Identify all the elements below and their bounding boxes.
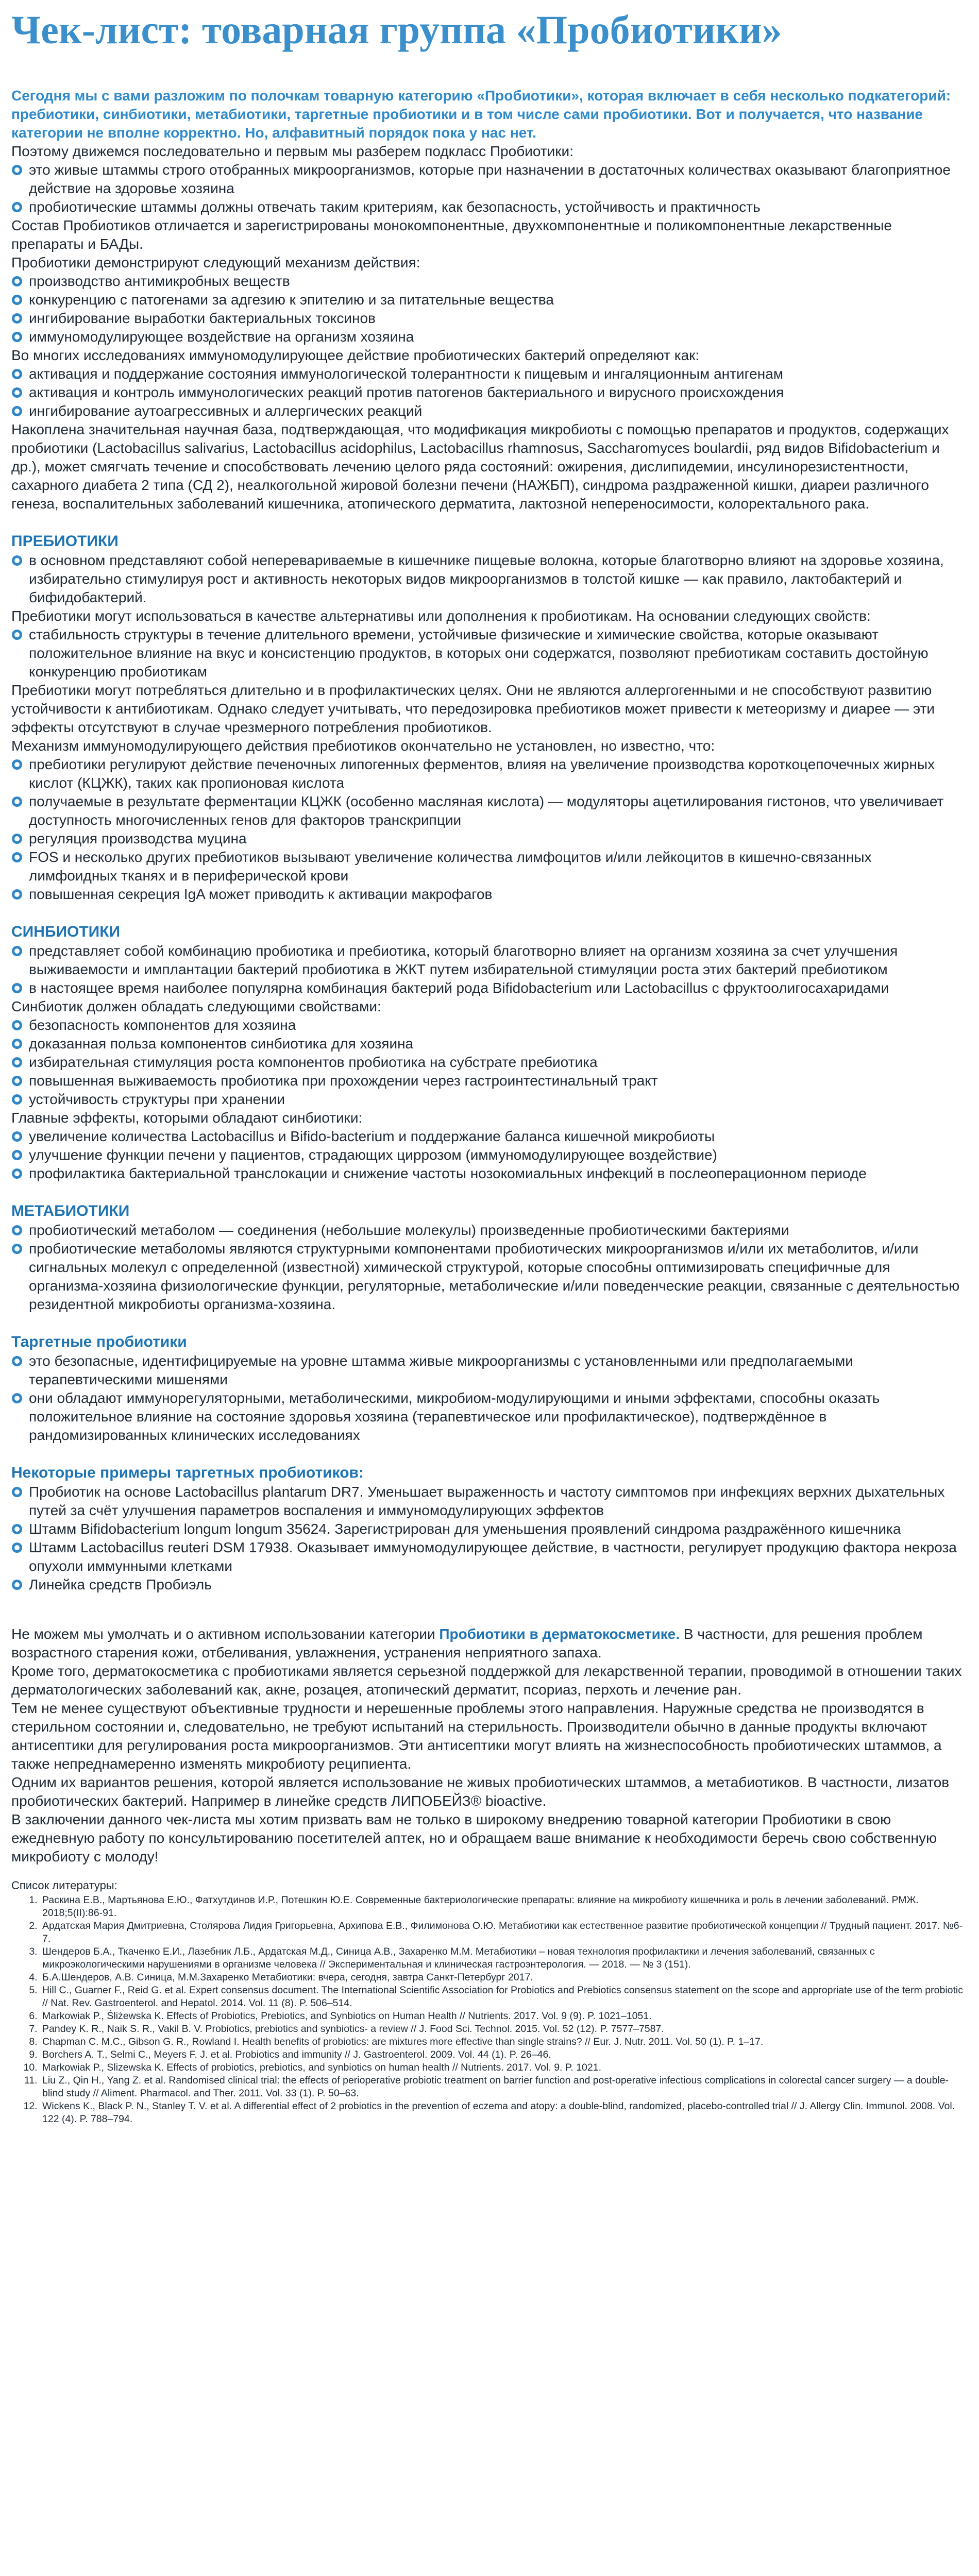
list-item [11, 1164, 964, 1183]
list-item-text: безопасность компонентов для хозяина [29, 1017, 296, 1033]
reference-item: 12. Wickens K., Black P. N., Stanley T. V. et al. A differential effect of 2 probiotics in the prevention of eczema and atopy: a double-blind, randomized, placebo-controlled trial // J. Allergy Clin. Immunol. 2008. Vol. 122 (4). P. 788–794. [40, 2100, 964, 2126]
list-item [11, 383, 964, 402]
bullet-icon [12, 796, 22, 807]
references-list [11, 1894, 964, 2126]
prebiotics-mechanism-list [11, 755, 964, 904]
list-item [11, 979, 964, 997]
bullet-icon [12, 889, 22, 900]
bullet-icon [12, 1244, 22, 1254]
targeted-heading: Таргетные пробиотики [11, 1333, 187, 1350]
synbiotics-properties-intro: Синбиотик должен обладать следующими свойствами: [11, 998, 381, 1014]
derm-problems: Тем не менее существуют объективные трудности и нерешенные проблемы этого направления. Наружные средства не производятся в стерильном состоянии и, следовательно, не требуют испытаний на стерильность. Производители обычно в данные продукты включают антисептики для регулирования роста микроорганизмов. Эти антисептики могут влиять на жизнеспособность пробиотических штаммов, а также непреднамеренно изменять микробиоту реципиента. [11, 1700, 942, 1772]
reference-item: 10. Markowiak P., Slizewska K. Effects of probiotics, prebiotics, and synbiotics on human health // Nutrients. 2017. Vol. 9. P. 1021. [40, 2061, 964, 2074]
list-item-text: ингибирование выработки бактериальных токсинов [29, 310, 376, 326]
list-item-text: Штамм Lactobacillus reuteri DSM 17938. Оказывает иммуномодулирующее действие, в частности, регулирует продукцию фактора некроза опухоли иммунными клетками [29, 1539, 957, 1574]
list-item-text: Штамм Bifidobacterium longum longum 35624. Зарегистрирован для уменьшения проявлений синдрома раздражённого кишечника [29, 1521, 901, 1537]
list-item [11, 1389, 964, 1445]
reference-item: 5. Hill C., Guarner F., Reid G. et al. Expert consensus document. The International Scientific Association for Probiotics and Prebiotics consensus statement on the scope and appropriate use of the term probiotic // Nat. Rev. Gastroenterol. and Hepatol. 2014. Vol. 11 (8). P. 506–514. [40, 1984, 964, 2010]
list-item-text: представляет собой комбинацию пробиотика и пребиотика, который благотворно влияет на организм хозяина за счет улучшения выживаемости и имплантации бактерий пробиотика в ЖКТ путем избирательной стимуляции роста этих бактерий пребиотиком [29, 943, 898, 977]
synbiotics-properties-list [11, 1016, 964, 1109]
bullet-icon [12, 1150, 22, 1160]
list-item [11, 272, 964, 291]
list-item-text: получаемые в результате ферментации КЦЖК (особенно масляная кислота) — модуляторы ацетилирования гистонов, что увеличивает доступность многочисленных генов для факторов транскрипции [29, 793, 944, 828]
targeted-list [11, 1352, 964, 1445]
derm-conclusion: В заключении данного чек-листа мы хотим призвать вам не только в широкому внедрению товарной категории Пробиотики в свою ежедневную работу по консультированию посетителей аптек, но и обращаем ваше внимание к необходимости беречь свою собственную микробиоту с молоду! [11, 1811, 937, 1865]
list-item-text: пребиотики регулируют действие печеночных липогенных ферментов, влияя на увеличение производства короткоцепочечных жирных кислот (КЦЖК), таких как пропионовая кислота [29, 756, 935, 791]
references-heading: Список литературы: [11, 1879, 117, 1892]
list-item-text: устойчивость структуры при хранении [29, 1091, 285, 1107]
probiotics-immuno-list [11, 365, 964, 420]
bullet-icon [12, 1039, 22, 1049]
bullet-icon [12, 1393, 22, 1403]
probiotics-evidence: Накоплена значительная научная база, подтверждающая, что модификация микробиоты с помощью препаратов и продуктов, содержащих пробиотики (Lactobacillus salivarius, Lactobacillus acidophilus, Lactobacillus rhamnosus, Saccharomyces boulardii, ряд видов Bifidobacterium и др.), может смягчать течение и способствовать лечению целого ряда состояний: ожирения, дислипидемии, инсулинорезистентности, сахарного диабета 2 типа (СД 2), неалкогольной жировой болезни печени (НАЖБП), синдрома раздраженной кишки, диареи различного генеза, воспалительных заболеваний кишечника, атопического дерматита, лактозной непереносимости, колоректального рака. [11, 421, 949, 512]
reference-item: 6. Markowiak P., Śliżewska K. Effects of Probiotics, Prebiotics, and Synbiotics on Human Health // Nutrients. 2017. Vol. 9 (9). P. 1021–1051. [40, 2010, 964, 2023]
list-item-text: активация и поддержание состояния иммунологической толерантности к пищевым и ингаляционным антигенам [29, 366, 784, 382]
bullet-icon [12, 1580, 22, 1590]
bullet-icon [12, 1076, 22, 1086]
derm-solution: Одним их вариантов решения, которой является использование не живых пробиотических штаммов, а метабиотиков. В частности, лизатов пробиотических бактерий. Например в линейке средств ЛИПОБЕЙЗ® bioactive. [11, 1774, 950, 1809]
prebiotics-safety: Пребиотики могут потребляться длительно и в профилактических целях. Они не являются аллергогенными и не способствуют развитию устойчивости к антибиотикам. Однако следует учитывать, что передозировка пребиотиков может привести к метеоризму и диарее — эти эффекты отсутствуют в случае чрезмерного потребления пробиотиков. [11, 682, 935, 735]
synbiotics-effects-intro: Главные эффекты, которыми обладают синбиотики: [11, 1110, 363, 1126]
synbiotics-heading: СИНБИОТИКИ [11, 923, 121, 940]
article-body [11, 87, 964, 2126]
list-item [11, 942, 964, 979]
prebiotics-usage: Пребиотики могут использоваться в качестве альтернативы или дополнения к пробиотикам. На основании следующих свойств: [11, 608, 871, 624]
bullet-icon [12, 1356, 22, 1366]
probiotics-mechanism-list [11, 272, 964, 346]
bullet-icon [12, 630, 22, 640]
prebiotics-properties-list [11, 625, 964, 681]
probiotics-definition-list [11, 161, 964, 216]
list-item [11, 1240, 964, 1314]
list-item [11, 1053, 964, 1072]
synbiotics-effects-list [11, 1127, 964, 1183]
prebiotics-definition-list [11, 551, 964, 607]
bullet-icon [12, 332, 22, 342]
bullet-icon [12, 276, 22, 286]
list-item [11, 1483, 964, 1520]
bullet-icon [12, 313, 22, 324]
bullet-icon [12, 295, 22, 305]
list-item-text: они обладают иммунорегуляторными, метаболическими, микробиом-модулирующими и иными эффектами, способны оказать положительное влияние на состояние здоровья хозяина (терапевтическое или профилактическое), подтверждённое в рандомизированных клинических исследованиях [29, 1390, 880, 1443]
list-item [11, 625, 964, 681]
examples-heading: Некоторые примеры таргетных пробиотиков: [11, 1464, 364, 1481]
bullet-icon [12, 852, 22, 862]
list-item [11, 792, 964, 829]
list-item-text: повышенная секреция IgA может приводить к активации макрофагов [29, 886, 493, 902]
bullet-icon [12, 387, 22, 398]
list-item [11, 402, 964, 420]
list-item-text: FOS и несколько других пребиотиков вызывают увеличение количества лимфоцитов и/или лейкоцитов в кишечно-связанных лимфоидных тканях и в периферической крови [29, 849, 872, 884]
list-item [11, 1090, 964, 1109]
list-item [11, 161, 964, 198]
metabiotics-list [11, 1221, 964, 1314]
bullet-icon [12, 1524, 22, 1534]
list-item [11, 1016, 964, 1035]
list-item-text: регуляция производства муцина [29, 831, 247, 846]
list-item-text: производство антимикробных веществ [29, 273, 290, 289]
probiotics-intro: Поэтому движемся последовательно и первым мы разберем подкласс Пробиотики: [11, 143, 573, 159]
bullet-icon [12, 1131, 22, 1142]
list-item-text: в настоящее время наиболее популярна комбинация бактерий рода Bifidobacterium или Lactobacillus с фруктоолигосахаридами [29, 980, 889, 996]
list-item [11, 291, 964, 309]
bullet-icon [12, 946, 22, 956]
list-item-text: Линейка средств Пробиэль [29, 1577, 212, 1592]
list-item [11, 309, 964, 328]
list-item-text: активация и контроль иммунологических реакций против патогенов бактериального и вирусного происхождения [29, 384, 784, 400]
bullet-icon [12, 1225, 22, 1235]
bullet-icon [12, 369, 22, 379]
list-item [11, 1127, 964, 1146]
list-item-text: избирательная стимуляция роста компонентов пробиотика на субстрате пребиотика [29, 1054, 598, 1070]
list-item [11, 1520, 964, 1538]
bullet-icon [12, 759, 22, 770]
list-item-text: доказанная польза компонентов синбиотика для хозяина [29, 1036, 414, 1052]
intro-paragraph: Сегодня мы с вами разложим по полочкам товарную категорию «Пробиотики», которая включает в себя несколько подкатегорий: пребиотики, синбиотики, метабиотики, таргетные пробиотики и в том числе сами пробиотики. Вот и получается, что название категории не вполне корректно. Но, алфавитный порядок пока у нас нет. [11, 88, 951, 141]
reference-item: 7. Pandey K. R., Naik S. R., Vakil B. V. Probiotics, prebiotics and synbiotics- a review // J. Food Sci. Technol. 2015. Vol. 52 (12). P. 7577–7587. [40, 2023, 964, 2036]
examples-list [11, 1483, 964, 1594]
list-item [11, 1035, 964, 1053]
bullet-icon [12, 1543, 22, 1553]
probiotics-composition: Состав Пробиотиков отличается и зарегистрированы монокомпонентные, двухкомпонентные и поликомпонентные лекарственные препараты и БАДы. [11, 217, 892, 252]
list-item-text: повышенная выживаемость пробиотика при прохождении через гастроинтестинальный тракт [29, 1073, 658, 1089]
bullet-icon [12, 555, 22, 566]
derm-support: Кроме того, дерматокосметика с пробиотиками является серьезной поддержкой для лекарственной терапии, проводимой в отношении таких дерматологических заболеваний как, акне, розацея, атопический дерматит, псориаз, перхоть и лечение ран. [11, 1663, 962, 1698]
list-item-text: профилактика бактериальной транслокации и снижение частоты нозокомиальных инфекций в послеоперационном периоде [29, 1165, 867, 1181]
list-item [11, 365, 964, 383]
list-item [11, 1146, 964, 1164]
metabiotics-heading: МЕТАБИОТИКИ [11, 1202, 130, 1219]
list-item [11, 551, 964, 607]
list-item [11, 829, 964, 848]
probiotics-immuno-intro: Во многих исследованиях иммуномодулирующее действие пробиотических бактерий определяют как: [11, 347, 700, 363]
list-item-text: увеличение количества Lactobacillus и Bifido-bacterium и поддержание баланса кишечной микробиоты [29, 1128, 715, 1144]
page-title: Чек-лист: товарная группа «Пробиотики» [11, 7, 782, 52]
bullet-icon [12, 165, 22, 175]
prebiotics-mechanism-intro: Механизм иммуномодулирующего действия пребиотиков окончательно не установлен, но известно, что: [11, 738, 715, 754]
reference-item: 8. Chapman C. M.C., Gibson G. R., Rowland I. Health benefits of probiotics: are mixtures more effective than single strains? // Eur. J. Nutr. 2011. Vol. 50 (1). P. 1–17. [40, 2036, 964, 2048]
bullet-icon [12, 202, 22, 212]
list-item-text: это безопасные, идентифицируемые на уровне штамма живые микроорганизмы с установленными или предполагаемыми терапевтическими мишенями [29, 1353, 853, 1387]
list-item [11, 1575, 964, 1594]
reference-item: 3. Шендеров Б.А., Ткаченко Е.И., Лазебник Л.Б., Ардатская М.Д., Синица А.В., Захаренко М.М. Метабиотики – новая технология профилактики и лечения заболеваний, связанных с микроэкологическими нарушениями в организме человека // Экспериментальная и клиническая гастроэнтерология. — 2018. — № 3 (151). [40, 1945, 964, 1971]
list-item [11, 848, 964, 885]
list-item-text: пробиотические штаммы должны отвечать таким критериям, как безопасность, устойчивость и практичность [29, 199, 761, 215]
list-item-text: это живые штаммы строго отобранных микроорганизмов, которые при назначении в достаточных количествах оказывают благоприятное действие на здоровье хозяина [29, 162, 951, 196]
derm-intro [11, 1625, 964, 1662]
synbiotics-definition-list [11, 942, 964, 997]
reference-item: 2. Ардатская Мария Дмитриевна, Столярова Лидия Григорьевна, Архипова Е.В., Филимонова О.Ю. Метабиотики как естественное развитие пробиотической концепции // Трудный пациент. 2017. №6-7. [40, 1920, 964, 1945]
bullet-icon [12, 834, 22, 844]
derm-intro-lead: Не можем мы умолчать и о активном использовании категории [11, 1626, 440, 1642]
list-item-text: улучшение функции печени у пациентов, страдающих циррозом (иммуномодулирующее воздействие) [29, 1147, 717, 1163]
list-item-text: пробиотический метаболом — соединения (небольшие молекулы) произведенные пробиотическими бактериями [29, 1222, 789, 1238]
list-item-text: ингибирование аутоагрессивных и аллергических реакций [29, 403, 423, 419]
list-item [11, 1538, 964, 1575]
list-item-text: в основном представляют собой неперевариваемые в кишечнике пищевые волокна, которые благотворно влияют на здоровье хозяина, избирательно стимулируя рост и активность некоторых видов микроорганизмов в толстой кишке — как правило, лактобактерий и бифидобактерий. [29, 552, 944, 605]
bullet-icon [12, 1487, 22, 1497]
list-item-text: пробиотические метаболомы являются структурными компонентами пробиотических микроорганизмов и/или их метаболитов, и/или сигнальных молекул с определенной (известной) химической структурой, которые способны оптимизировать специфичные для организма-хозяина физиологические функции, регуляторные, метаболические и/или поведенческие реакции, связанные с деятельностью резидентной микробиоты организма-хозяина. [29, 1241, 960, 1312]
reference-item: 9. Borchers A. T., Selmi C., Meyers F. J. et al. Probiotics and immunity // J. Gastroenterol. 2009. Vol. 44 (1). P. 26–46. [40, 2048, 964, 2061]
list-item [11, 1221, 964, 1240]
bullet-icon [12, 1094, 22, 1105]
list-item [11, 755, 964, 792]
list-item [11, 198, 964, 216]
list-item [11, 1352, 964, 1389]
reference-item: 11. Liu Z., Qin H., Yang Z. et al. Randomised clinical trial: the effects of perioperative probiotic treatment on barrier function and post-operative infectious complications in colorectal cancer surgery — a double-blind study // Aliment. Pharmacol. and Ther. 2011. Vol. 33 (1). P. 50–63. [40, 2074, 964, 2100]
reference-item: 1. Раскина Е.В., Мартьянова Е.Ю., Фатхутдинов И.Р., Потешкин Ю.Е. Современные бактериологические препараты: влияние на микробиоту кишечника и роль в лечении заболеваний. РМЖ. 2018;5(II):86-91. [40, 1894, 964, 1920]
bullet-icon [12, 1057, 22, 1067]
list-item [11, 1072, 964, 1090]
derm-intro-tail: В частности, для решения проблем возрастного старения кожи, отбеливания, увлажнения, устранения неприятного запаха. [11, 1626, 923, 1660]
references [11, 1878, 964, 2126]
list-item [11, 885, 964, 904]
bullet-icon [12, 1020, 22, 1030]
bullet-icon [12, 983, 22, 993]
list-item-text: конкуренцию с патогенами за адгезию к эпителию и за питательные вещества [29, 292, 554, 308]
list-item-text: Пробиотик на основе Lactobacillus plantarum DR7. Уменьшает выраженность и частоту симптомов при инфекциях верхних дыхательных путей за счёт улучшения параметров воспаления и иммуномодулирующих эффектов [29, 1484, 945, 1518]
list-item-text: иммуномодулирующее воздействие на организм хозяина [29, 329, 414, 345]
reference-item: 4. Б.А.Шендеров, А.В. Синица, М.М.Захаренко Метабиотики: вчера, сегодня, завтра Санкт-Петербург 2017. [40, 1971, 964, 1984]
list-item-text: стабильность структуры в течение длительного времени, устойчивые физические и химические свойства, которые оказывают положительное влияние на вкус и консистенцию продуктов, в которых они содержатся, позволяют пребиотикам составить достойную конкуренцию пробиотикам [29, 626, 929, 680]
prebiotics-heading: ПРЕБИОТИКИ [11, 533, 119, 550]
derm-intro-accent: Пробиотики в дерматокосметике. [439, 1626, 680, 1642]
bullet-icon [12, 1168, 22, 1179]
bullet-icon [12, 406, 22, 416]
list-item [11, 328, 964, 346]
probiotics-mechanism-intro: Пробиотики демонстрируют следующий механизм действия: [11, 255, 420, 270]
